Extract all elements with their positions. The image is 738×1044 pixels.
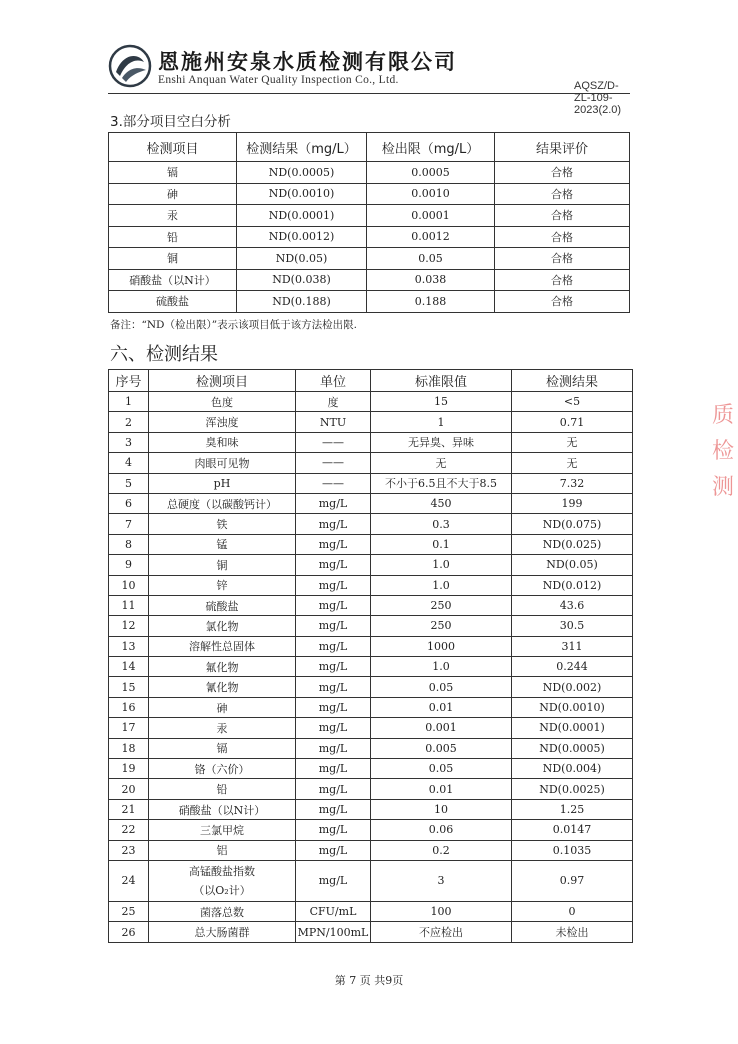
table-cell: 无 [512,432,633,452]
table-row [109,291,630,313]
table-cell: <5 [512,392,633,412]
table-cell: 0.71 [512,412,633,432]
table-cell: 无 [512,453,633,473]
table-cell: 铁 [149,514,296,534]
table-cell: 0.97 [512,860,633,901]
table-cell: 不小于6.5且不大于8.5 [371,473,512,493]
table-row [109,555,633,575]
table-row [109,412,633,432]
table-cell: 8 [109,534,149,554]
table-cell: ND(0.05) [237,248,367,270]
table-cell: MPN/100mL [296,922,371,942]
table-cell: mg/L [296,555,371,575]
table-cell: ND(0.0010) [512,697,633,717]
table-row [109,616,633,636]
table-cell: 铬（六价） [149,759,296,779]
table-cell: 0.2 [371,840,512,860]
table-cell: mg/L [296,575,371,595]
table-row [109,595,633,615]
table-cell: 26 [109,922,149,942]
table-cell: 0.3 [371,514,512,534]
table-cell: ND(0.0005) [237,162,367,184]
table-cell: ND(0.188) [237,291,367,313]
table-cell: mg/L [296,514,371,534]
table-cell: 7 [109,514,149,534]
table-cell: 氰化物 [149,677,296,697]
table-cell: 3 [109,432,149,452]
table-row [109,514,633,534]
table-cell: 0.0012 [367,226,495,248]
table-cell: 15 [109,677,149,697]
table-cell: 合格 [495,269,630,291]
table-cell: 311 [512,636,633,656]
table-row [109,226,630,248]
table-cell: 硫酸盐 [149,595,296,615]
table-cell: 9 [109,555,149,575]
table-header-row [109,133,630,162]
column-header: 单位 [296,370,371,392]
stamp-char: 质 [712,403,735,428]
table-cell: 13 [109,636,149,656]
table-row [109,840,633,860]
table-cell: 合格 [495,183,630,205]
page-footer: 第 7 页 共9页 [334,974,404,987]
column-header: 检测结果（mg/L） [237,133,367,162]
table-row [109,473,633,493]
table-cell: 15 [371,392,512,412]
table-cell: mg/L [296,738,371,758]
table-cell: 无异臭、异味 [371,432,512,452]
table-cell: 1.0 [371,555,512,575]
table-cell: 镉 [109,162,237,184]
table-cell: 氯化物 [149,616,296,636]
table-cell [149,860,296,901]
table-cell: 无 [371,453,512,473]
table-row [109,453,633,473]
table-cell: 铅 [149,779,296,799]
table-cell: 三氯甲烷 [149,820,296,840]
table-cell: ND(0.075) [512,514,633,534]
stamp-char: 测 [712,475,735,500]
column-header: 检测项目 [149,370,296,392]
table-row [109,860,633,901]
table-cell: 0.001 [371,718,512,738]
table-cell: 砷 [149,697,296,717]
company-name-en: Enshi Anquan Water Quality Inspection Co., Ltd. [158,74,399,86]
table-cell: mg/L [296,657,371,677]
table-cell: 汞 [149,718,296,738]
table-cell: 氟化物 [149,657,296,677]
document-code: AQSZ/D-ZL-109-2023(2.0) [574,80,622,116]
table-cell: 10 [109,575,149,595]
table-cell: mg/L [296,860,371,901]
table-cell: 0.01 [371,779,512,799]
table-cell: 0.01 [371,697,512,717]
table-cell: —— [296,473,371,493]
table-cell: 镉 [149,738,296,758]
table-cell: 0.1 [371,534,512,554]
table-cell: —— [296,432,371,452]
table-cell: CFU/mL [296,901,371,921]
red-stamp-edge [712,398,738,548]
table-cell: 合格 [495,291,630,313]
table-cell: mg/L [296,840,371,860]
table-cell: mg/L [296,534,371,554]
table-cell: mg/L [296,718,371,738]
table-cell: ND(0.05) [512,555,633,575]
column-header: 检出限（mg/L） [367,133,495,162]
table-row [109,922,633,942]
table-cell: 100 [371,901,512,921]
table-cell: mg/L [296,759,371,779]
table-cell: 铅 [109,226,237,248]
table-row [109,718,633,738]
table-cell: mg/L [296,820,371,840]
table-cell: NTU [296,412,371,432]
table-cell: 0.038 [367,269,495,291]
company-name-cn: 恩施州安泉水质检测有限公司 [158,49,457,74]
table-cell: 0.0001 [367,205,495,227]
table-cell: 21 [109,799,149,819]
table-row [109,392,633,412]
table-row [109,162,630,184]
table-cell: ND(0.0012) [237,226,367,248]
table-row [109,901,633,921]
table-cell: 0.244 [512,657,633,677]
table-row [109,697,633,717]
table-cell: 0.0010 [367,183,495,205]
table-cell: 0.05 [371,677,512,697]
blank-analysis-table [108,132,630,313]
table-cell: ND(0.002) [512,677,633,697]
test-results-table [108,369,633,943]
table-cell: 硝酸盐（以N计） [149,799,296,819]
table-cell: —— [296,453,371,473]
table-cell: 25 [109,901,149,921]
table-cell: 合格 [495,226,630,248]
table-cell: 1 [371,412,512,432]
table-cell: ND(0.0025) [512,779,633,799]
table-row [109,820,633,840]
table-cell: 0.05 [371,759,512,779]
table-cell: 11 [109,595,149,615]
table-cell: 锰 [149,534,296,554]
table-cell: ND(0.004) [512,759,633,779]
table-cell: 度 [296,392,371,412]
table-cell: 0.0147 [512,820,633,840]
table-cell: 不应检出 [371,922,512,942]
table-cell: ND(0.012) [512,575,633,595]
column-header: 结果评价 [495,133,630,162]
table-cell: 0.188 [367,291,495,313]
table-cell: 199 [512,493,633,513]
table-cell: mg/L [296,493,371,513]
table-cell: 铜 [149,555,296,575]
table-cell: ND(0.038) [237,269,367,291]
table-cell: 总硬度（以碳酸钙计） [149,493,296,513]
table-cell: 24 [109,860,149,901]
table-row [109,575,633,595]
table-cell: ND(0.0005) [512,738,633,758]
table-row [109,677,633,697]
table-cell: 硫酸盐 [109,291,237,313]
table-row [109,657,633,677]
table-cell: 汞 [109,205,237,227]
table-cell: ND(0.0010) [237,183,367,205]
table-cell: 铝 [149,840,296,860]
company-logo-icon [108,44,152,88]
table-cell: pH [149,473,296,493]
column-header: 检测项目 [109,133,237,162]
table-row [109,432,633,452]
table-row [109,779,633,799]
table-cell: 0.05 [367,248,495,270]
table-cell: 硝酸盐（以N计） [109,269,237,291]
table-cell: 20 [109,779,149,799]
table-cell: 肉眼可见物 [149,453,296,473]
table-row [109,738,633,758]
table-cell: ND(0.0001) [512,718,633,738]
table-cell: mg/L [296,595,371,615]
section6-title: 六、检测结果 [110,344,218,365]
cell-line: 高锰酸盐指数 [189,864,255,878]
table-cell: 12 [109,616,149,636]
table-cell: 14 [109,657,149,677]
table-cell: ND(0.0001) [237,205,367,227]
table-row [109,183,630,205]
table-cell: 色度 [149,392,296,412]
table-cell: ND(0.025) [512,534,633,554]
header-divider [108,93,630,94]
section3-title: 3.部分项目空白分析 [110,114,231,130]
column-header: 检测结果 [512,370,633,392]
table-cell: 7.32 [512,473,633,493]
table-cell: 未检出 [512,922,633,942]
table-row [109,759,633,779]
table-cell: 4 [109,453,149,473]
table-cell: 19 [109,759,149,779]
table-cell: 合格 [495,248,630,270]
table-cell: 450 [371,493,512,513]
table-row [109,799,633,819]
table-cell: 铜 [109,248,237,270]
table-cell: 2 [109,412,149,432]
table-cell: 砷 [109,183,237,205]
table-row [109,534,633,554]
table-row [109,205,630,227]
table-cell: 0.005 [371,738,512,758]
table-cell: 17 [109,718,149,738]
table-cell: mg/L [296,697,371,717]
table-cell: 16 [109,697,149,717]
table-cell: 22 [109,820,149,840]
table-cell: 锌 [149,575,296,595]
stamp-char: 检 [712,439,735,464]
table-cell: 0.1035 [512,840,633,860]
table-cell: 0.06 [371,820,512,840]
table-cell: 0 [512,901,633,921]
table-cell: mg/L [296,636,371,656]
table-note: 备注：“ND（检出限）”表示该项目低于该方法检出限. [110,319,357,331]
column-header: 序号 [109,370,149,392]
table-cell: 23 [109,840,149,860]
table-row [109,493,633,513]
table-cell: 0.0005 [367,162,495,184]
table-cell: mg/L [296,799,371,819]
table-cell: 浑浊度 [149,412,296,432]
table-row [109,269,630,291]
table-cell: 1.25 [512,799,633,819]
table-cell: 菌落总数 [149,901,296,921]
table-cell: mg/L [296,677,371,697]
table-cell: 1.0 [371,657,512,677]
table-cell: 43.6 [512,595,633,615]
table-row [109,636,633,656]
column-header: 标准限值 [371,370,512,392]
table-cell: 1 [109,392,149,412]
cell-subline: （以O₂计） [193,883,251,897]
page-header [108,42,622,116]
table-cell: 10 [371,799,512,819]
table-cell: mg/L [296,616,371,636]
table-cell: 溶解性总固体 [149,636,296,656]
table-cell: 3 [371,860,512,901]
table-cell: 250 [371,595,512,615]
table-cell: 250 [371,616,512,636]
table-cell: 18 [109,738,149,758]
table-cell: 合格 [495,205,630,227]
table-cell: 1.0 [371,575,512,595]
table-cell: 总大肠菌群 [149,922,296,942]
table-cell: mg/L [296,779,371,799]
table-cell: 1000 [371,636,512,656]
table-cell: 臭和味 [149,432,296,452]
table-cell: 30.5 [512,616,633,636]
table-cell: 5 [109,473,149,493]
table-header-row [109,370,633,392]
table-row [109,248,630,270]
table-cell: 6 [109,493,149,513]
table-cell: 合格 [495,162,630,184]
